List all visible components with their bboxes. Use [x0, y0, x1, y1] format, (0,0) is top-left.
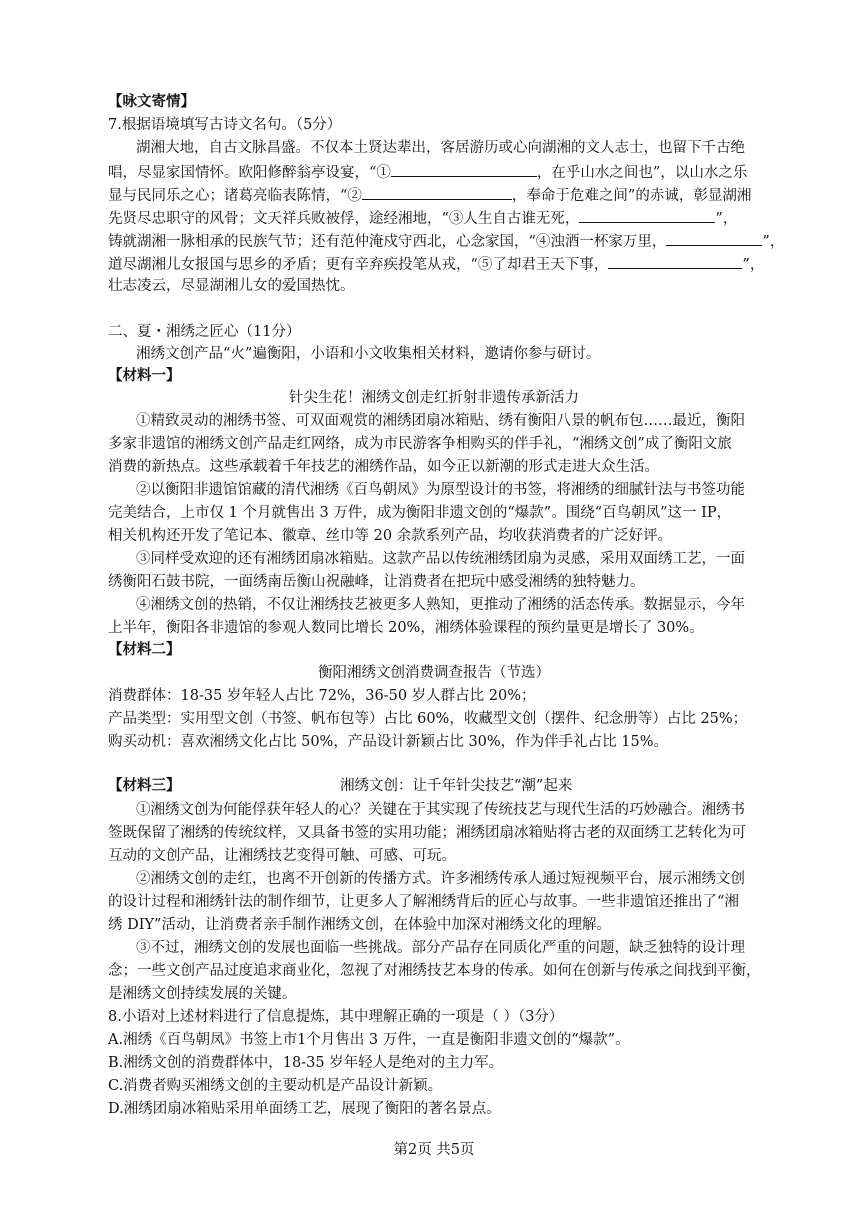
q7-text: 铸就湖湘一脉相承的民族气节；还有范仲淹戍守西北，心念家国，“④浊酒一杯家万里， [108, 234, 667, 250]
material-2-title: 衡阳湘绣文创消费调查报告（节选） [318, 665, 550, 681]
q7-text: 显与民同乐之心；诸葛亮临表陈情，“② [108, 188, 362, 204]
m1-p3-line: ③同样受欢迎的还有湘绣团扇冰箱贴。这款产品以传统湘绣团扇为灵感，采用双面绣工艺，一面 [136, 551, 745, 567]
q7-text-line [108, 161, 747, 183]
q7-text-line [108, 207, 737, 229]
m1-p2-line: ②以衡阳非遗馆馆藏的清代湘绣《百鸟朝凤》为原型设计的书签，将湘绣的细腻针法与书签功能 [136, 482, 745, 498]
q7-text: ，在乎山水之间也”，以山水之乐 [536, 165, 748, 181]
m1-p1-line: 消费的新热点。这些承载着千年技艺的湘绣作品，如今正以新潮的形式走进大众生活。 [108, 459, 659, 475]
q7-text-line: 湖湘大地，自古文脉昌盛。不仅本土贤达辈出，客居游历或心向湖湘的文人志士，也留下千古绝 [136, 140, 745, 156]
q7-text-line [108, 184, 751, 206]
material-3-title: 湘绣文创：让千年针尖技艺“潮”起来 [340, 778, 573, 794]
survey-line: 购买动机：喜欢湘绣文化占比 50%，产品设计新颖占比 30%，作为伴手礼占比 15%。 [108, 734, 669, 750]
m1-p2-line: 完美结合，上市仅 1 个月就售出 3 万件，成为衡阳非遗文创的“爆款”。围绕“百鸟朝凤”这一 IP， [108, 505, 732, 521]
question-8-stem: 8.小语对上述材料进行了信息提炼，其中理解正确的一项是（ ）（3分） [108, 1009, 564, 1025]
section-two-title: 二、夏・湘绣之匠心（11分） [108, 324, 301, 340]
answer-blank-1[interactable] [391, 161, 537, 177]
q7-text: 唱，尽显家国情怀。欧阳修醉翁亭设宴，“① [108, 165, 391, 181]
question-7-title: 7.根据语境填写古诗文名句。（5分） [108, 117, 342, 133]
q7-text: ”， [715, 211, 738, 227]
m1-p2-line: 相关机构还开发了笔记本、徽章、丝巾等 20 余款系列产品，均收获消费者的广泛好评。 [108, 528, 673, 544]
m3-p2-line: 绣 DIY”活动，让消费者亲手制作湘绣文创，在体验中加深对湘绣文化的理解。 [108, 917, 611, 933]
answer-blank-4[interactable] [666, 230, 762, 246]
page-footer: 第2页 共5页 [393, 1142, 475, 1158]
section-header: 【咏文寄情】 [108, 93, 195, 110]
q8-option-a[interactable]: A.湘绣《百鸟朝凤》书签上市1个月售出 3 万件，一直是衡阳非遗文创的“爆款”。 [108, 1032, 630, 1048]
m3-p1-line: 互动的文创产品，让湘绣技艺变得可触、可感、可玩。 [108, 848, 456, 864]
section-two-intro: 湘绣文创产品“火”遍衡阳，小语和小文收集相关材料，邀请你参与研讨。 [136, 346, 601, 362]
q8-option-b[interactable]: B.湘绣文创的消费群体中，18-35 岁年轻人是绝对的主力军。 [108, 1055, 504, 1071]
q7-text: ，奉命于危难之间”的赤诚，彰显湖湘 [511, 188, 752, 204]
material-2-label: 【材料二】 [108, 641, 181, 658]
m3-p3-line: 念；一些文创产品过度追求商业化，忽视了对湘绣技艺本身的传承。如何在创新与传承之间找到平衡， [108, 963, 761, 979]
q7-text-line [108, 230, 784, 252]
answer-blank-2[interactable] [362, 184, 512, 200]
q8-option-c[interactable]: C.消费者购买湘绣文创的主要动机是产品设计新颖。 [108, 1078, 443, 1094]
q7-text-line [108, 253, 764, 275]
q7-text: ”， [762, 234, 785, 250]
m1-p1-line: ①精致灵动的湘绣书签、可双面观赏的湘绣团扇冰箱贴、绣有衡阳八景的帆布包……最近，衡阳 [136, 413, 745, 429]
m3-p1-line: ①湘绣文创为何能俘获年轻人的心？关键在于其实现了传统技艺与现代生活的巧妙融合。湘绣书 [136, 802, 745, 818]
m1-p4-line: ④湘绣文创的热销，不仅让湘绣技艺被更多人熟知，更推动了湘绣的活态传承。数据显示，今年 [136, 597, 745, 613]
m3-p2-line: 的设计过程和湘绣针法的制作细节，让更多人了解湘绣背后的匠心与故事。一些非遗馆还推出了“湘 [108, 894, 739, 910]
material-3-label: 【材料三】 [108, 777, 181, 794]
q7-text: 道尽湖湘儿女报国与思乡的矛盾；更有辛弃疾投笔从戎，“⑤了却君王天下事， [108, 257, 609, 273]
survey-line: 消费群体：18-35 岁年轻人占比 72%，36-50 岁人群占比 20%； [108, 688, 536, 704]
m1-p4-line: 上半年，衡阳各非遗馆的参观人数同比增长 20%，湘绣体验课程的预约量更是增长了 30%。 [108, 620, 704, 636]
answer-blank-3[interactable] [579, 207, 715, 223]
m3-p1-line: 签既保留了湘绣的传统纹样，又具备书签的实用功能；湘绣团扇冰箱贴将古老的双面绣工艺转化为可 [108, 825, 746, 841]
m3-p2-line: ②湘绣文创的走红，也离不开创新的传播方式。许多湘绣传承人通过短视频平台，展示湘绣文创 [136, 871, 745, 887]
material-1-title: 针尖生花！湘绣文创走红折射非遗传承新活力 [289, 390, 579, 406]
survey-line: 产品类型：实用型文创（书签、帆布包等）占比 60%，收藏型文创（摆件、纪念册等）占比 25%； [108, 711, 748, 727]
m3-p3-line: 是湘绣文创持续发展的关键。 [108, 986, 297, 1002]
m1-p3-line: 绣衡阳石鼓书院，一面绣南岳衡山祝融峰，让消费者在把玩中感受湘绣的独特魅力。 [108, 574, 645, 590]
m3-p3-line: ③不过，湘绣文创的发展也面临一些挑战。部分产品存在同质化严重的问题，缺乏独特的设计理 [136, 940, 745, 956]
q7-text-line: 壮志凌云，尽显湖湘儿女的爱国热忱。 [108, 278, 355, 294]
material-1-label: 【材料一】 [108, 367, 181, 384]
q7-text: ”， [742, 257, 765, 273]
answer-blank-5[interactable] [608, 253, 742, 269]
q7-text: 先贤尽忠职守的风骨；文天祥兵败被俘，途经湘地，“③人生自古谁无死， [108, 211, 580, 227]
q8-option-d[interactable]: D.湘绣团扇冰箱贴采用单面绣工艺，展现了衡阳的著名景点。 [108, 1101, 501, 1117]
m1-p1-line: 多家非遗馆的湘绣文创产品走红网络，成为市民游客争相购买的伴手礼，“湘绣文创”成了衡阳文旅 [108, 436, 732, 452]
